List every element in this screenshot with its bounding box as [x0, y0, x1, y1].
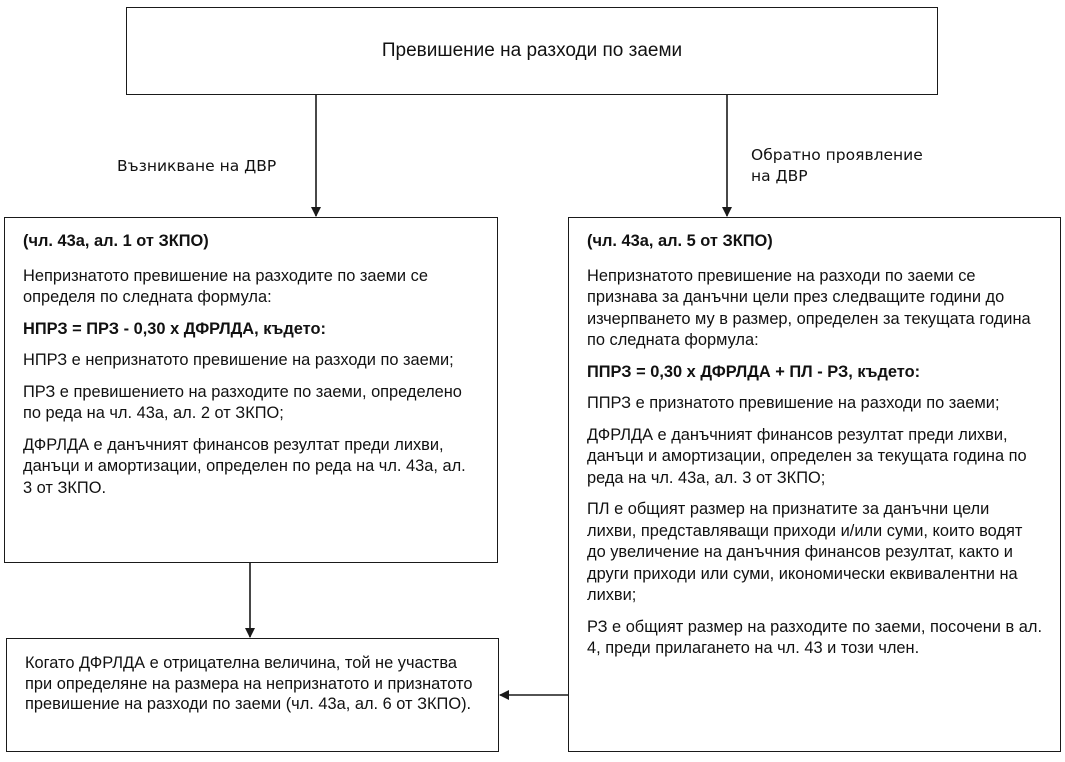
bottom-box-negative-case: [6, 638, 499, 752]
right-box-formula: ППРЗ = 0,30 х ДФРЛДА + ПЛ - РЗ, където:: [587, 362, 921, 381]
right-box-paragraph: Непризнатото превишение на разходи по заеми се признава за данъчни цели през следващите години до изчерпването му в размер, определен за текущата година по следната формула:: [587, 266, 1031, 349]
root-title: Превишение на разходи по заеми: [381, 40, 683, 61]
right-box-paragraph: ППРЗ е признатото превишение на разходи по заеми;: [587, 394, 1000, 412]
right-box-heading: (чл. 43а, ал. 5 от ЗКПО): [587, 232, 773, 250]
label-origination: Възникване на ДВР: [117, 157, 277, 175]
left-box-heading: (чл. 43а, ал. 1 от ЗКПО): [23, 232, 209, 250]
left-box-formula: НПРЗ = ПРЗ - 0,30 х ДФРЛДА, където:: [23, 319, 326, 338]
right-box-paragraph: ДФРЛДА е данъчният финансов резултат преди лихви, данъци и амортизации, определен за текущата година по реда на чл. 43а, ал. 3 от ЗКПО;: [587, 425, 1027, 487]
root-box: [126, 7, 938, 95]
bottom-box-text: Когато ДФРЛДА е отрицателна величина, той не участва при определяне на размера на непризнатото и признатото превишение на разходи по заеми (чл. 43а, ал. 6 от ЗКПО).: [25, 654, 473, 713]
label-reversal-line1: Обратно проявление: [751, 146, 923, 164]
right-box-recognized-excess: [568, 217, 1061, 752]
label-reversal-line2: на ДВР: [751, 167, 808, 185]
label-reversal: [751, 145, 951, 187]
left-box-paragraph: ДФРЛДА е данъчният финансов резултат преди лихви, данъци и амортизации, определен по реда на чл. 43а, ал. 3 от ЗКПО.: [23, 435, 466, 497]
left-box-paragraph: Непризнатото превишение на разходите по заеми се определя по следната формула:: [23, 266, 428, 306]
left-box-paragraph: ПРЗ е превишението на разходите по заеми, определено по реда на чл. 43а, ал. 2 от ЗКПО;: [23, 382, 462, 422]
right-box-paragraph: ПЛ е общият размер на признатите за данъчни цели лихви, представляващи приходи и/или суми, които водят до увеличение на данъчния финансов резултат, както и други приходи или суми, икономически еквивалентни на лихви;: [587, 500, 1023, 604]
right-box-paragraph: РЗ е общият размер на разходите по заеми, посочени в ал. 4, преди прилагането на чл. 43 и този член.: [587, 617, 1043, 657]
left-box-unrecognized-excess: [4, 217, 498, 563]
left-box-paragraph: НПРЗ е непризнатото превишение на разходи по заеми;: [23, 351, 454, 369]
